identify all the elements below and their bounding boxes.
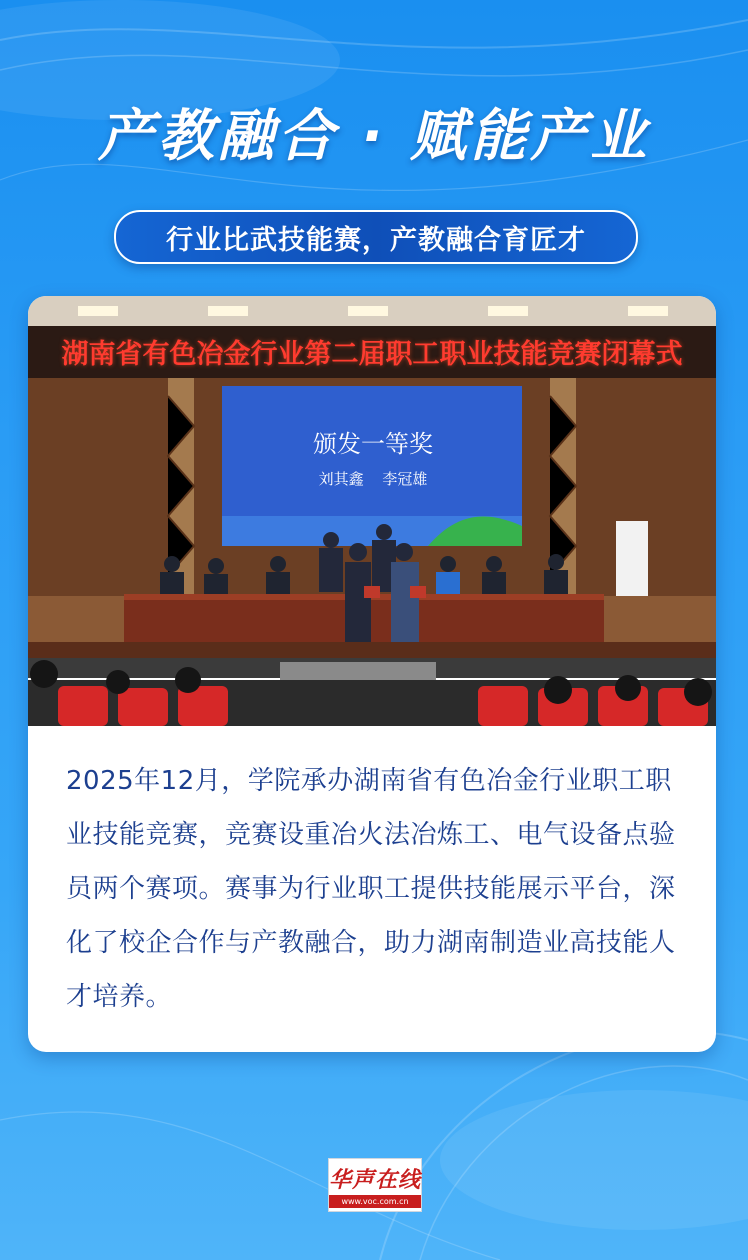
- page-title: 产教融合 · 赋能产业: [97, 104, 651, 169]
- screen-title: 颁发一等奖: [313, 430, 433, 458]
- subtitle-text: 行业比武技能赛，产教融合育匠才: [166, 224, 586, 256]
- subtitle-banner: [114, 210, 638, 264]
- content-card: [28, 296, 716, 1052]
- screen-names: 刘其鑫 李冠雄: [318, 470, 428, 488]
- logo-url: www.voc.com.cn: [329, 1195, 421, 1208]
- venue-banner: 湖南省有色冶金行业第二届职工职业技能竞赛闭幕式: [61, 339, 683, 370]
- article-body: 2025年12月，学院承办湖南省有色冶金行业职工职业技能竞赛，竞赛设重冶火法冶炼工、电气设备点验员两个赛项。赛事为行业职工提供技能展示平台，深化了校企合作与产教融合，助力湖南制造业高技能人才培养。: [66, 766, 676, 1012]
- logo-text: 华声在线: [329, 1167, 422, 1193]
- voc-logo: [328, 1158, 422, 1212]
